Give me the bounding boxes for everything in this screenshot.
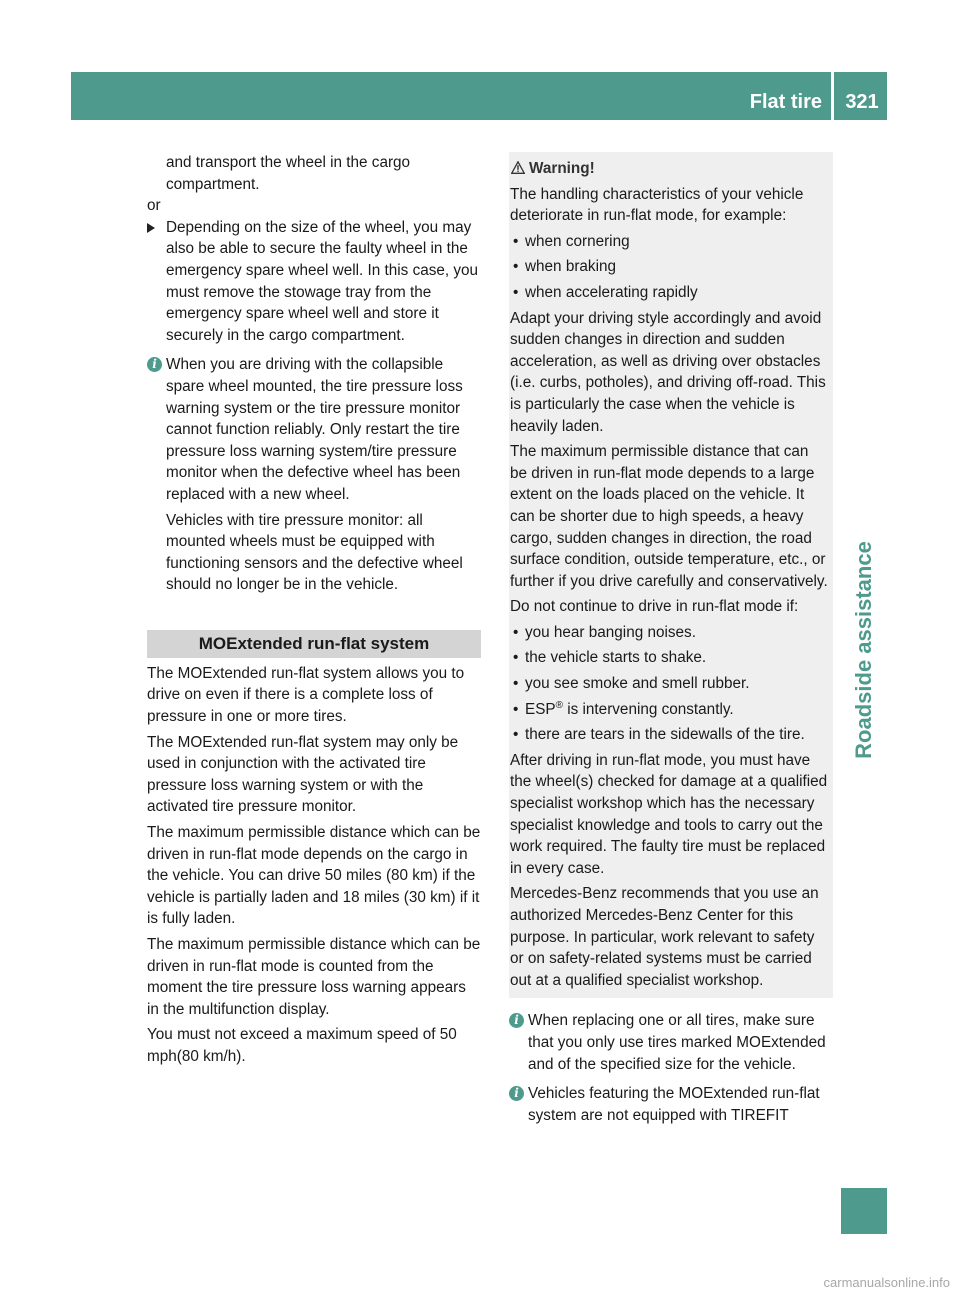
registered-mark: ® [555, 699, 563, 711]
paragraph: You must not exceed a maximum speed of 50 mph(80 km/h). [147, 1026, 457, 1065]
warning-title: Warning! [529, 160, 595, 177]
warning-paragraph: The maximum permissible distance that can be driven in run-flat mode depends to a large extent on the loads placed on the vehicle. It can be shorter due to high speeds, a heavy cargo, sudden changes in direction, the road surface condition, outside temperature, etc., or further if you drive carefully and conservatively. [510, 443, 828, 590]
bullet-item: • you hear banging noises. [510, 622, 829, 644]
step-text: Depending on the size of the wheel, you may also be able to secure the faulty wheel in the emergency spare wheel well. In this case, you must remove the stowage tray from the emergency spare wheel well and store it securely in the cargo compartment. [166, 218, 479, 344]
bullet-item: • you see smoke and smell rubber. [510, 673, 829, 695]
bullet-item: • when accelerating rapidly [510, 282, 829, 304]
page-title: Flat tire [749, 91, 822, 113]
section-heading: MOExtended run-flat system [147, 630, 481, 658]
paragraph: The MOExtended run-flat system may only be used in conjunction with the activated tire pressure loss warning system or with the activated tire pressure monitor. [147, 733, 459, 816]
left-column [147, 152, 481, 1068]
info-note [509, 1083, 833, 1126]
warning-paragraph: Adapt your driving style accordingly and avoid sudden changes in direction and sudden acceleration, as well as driving over obstacles (i.e. curbs, potholes), and driving off-road. This is particularly the case when the vehicle is heavily laden. [510, 309, 826, 435]
esp-label: ESP [525, 700, 556, 718]
info-icon: i [147, 357, 162, 372]
note-paragraph: Vehicles featuring the MOExtended run-flat system are not equipped with TIREFIT [528, 1085, 820, 1124]
paragraph: The maximum permissible distance which can be driven in run-flat mode depends on the cargo in the vehicle. You can drive 50 miles (80 km) if the vehicle is partially laden and 18 miles (30 km) if it is fully laden. [147, 824, 481, 928]
info-icon: i [509, 1086, 524, 1101]
instruction-step [147, 217, 481, 347]
or-text: or [147, 197, 161, 215]
right-column [509, 152, 833, 1126]
note-paragraph: When replacing one or all tires, make sure that you only use tires marked MOExtended and of the specified size for the vehicle. [528, 1012, 826, 1073]
bullet-item [510, 699, 829, 721]
note-paragraph: When you are driving with the collapsible spare wheel mounted, the tire pressure loss warning system or the tire pressure monitor cannot function reliably. Only restart the tire pressure loss warning system/tire pressure monitor when the defective wheel has been replaced with a new wheel. [166, 356, 463, 503]
paragraph: The MOExtended run-flat system allows you to drive on even if there is a complete loss of pressure in one or more tires. [147, 664, 465, 726]
watermark: carmanualsonline.info [823, 1275, 950, 1290]
bullet-item: • when cornering [510, 231, 829, 253]
info-note [509, 1010, 833, 1075]
warning-paragraph: After driving in run-flat mode, you must have the wheel(s) checked for damage at a qualified specialist workshop which has the necessary specialist knowledge and tools to carry out the work required. The faulty tire must be replaced in every case. [510, 751, 828, 877]
side-tab-label: Roadside assistance [851, 541, 876, 759]
warning-box [509, 152, 833, 998]
paragraph: The maximum permissible distance which can be driven in run-flat mode is counted from the moment the tire pressure loss warning appears in the multifunction display. [147, 936, 481, 1018]
esp-text: is intervening constantly. [562, 700, 734, 718]
warning-paragraph: Mercedes-Benz recommends that you use an authorized Mercedes-Benz Center for this purpose. In particular, work relevant to safety or on safety-related systems must be carried out at a qualified specialist workshop. [510, 885, 819, 989]
warning-triangle-icon [511, 161, 525, 174]
info-note [147, 354, 481, 596]
bullet-item: • when braking [510, 256, 829, 278]
bullet-item: • there are tears in the sidewalls of the tire. [510, 724, 829, 746]
note-paragraph: Vehicles with tire pressure monitor: all mounted wheels must be equipped with functioning sensors and the defective wheel should no longer be in the vehicle. [166, 511, 463, 594]
warning-intro: The handling characteristics of your vehicle deteriorate in run-flat mode, for example: [510, 185, 804, 225]
side-block [841, 1188, 887, 1234]
warning-title-row [510, 158, 829, 180]
info-icon: i [509, 1013, 524, 1028]
header-divider [831, 72, 834, 120]
bullet-item: • the vehicle starts to shake. [510, 647, 829, 669]
page-number: 321 [845, 91, 879, 113]
warning-paragraph: Do not continue to drive in run-flat mode if: [510, 598, 799, 616]
intro-text: and transport the wheel in the cargo compartment. [166, 154, 411, 193]
arrow-right-icon [147, 223, 155, 233]
